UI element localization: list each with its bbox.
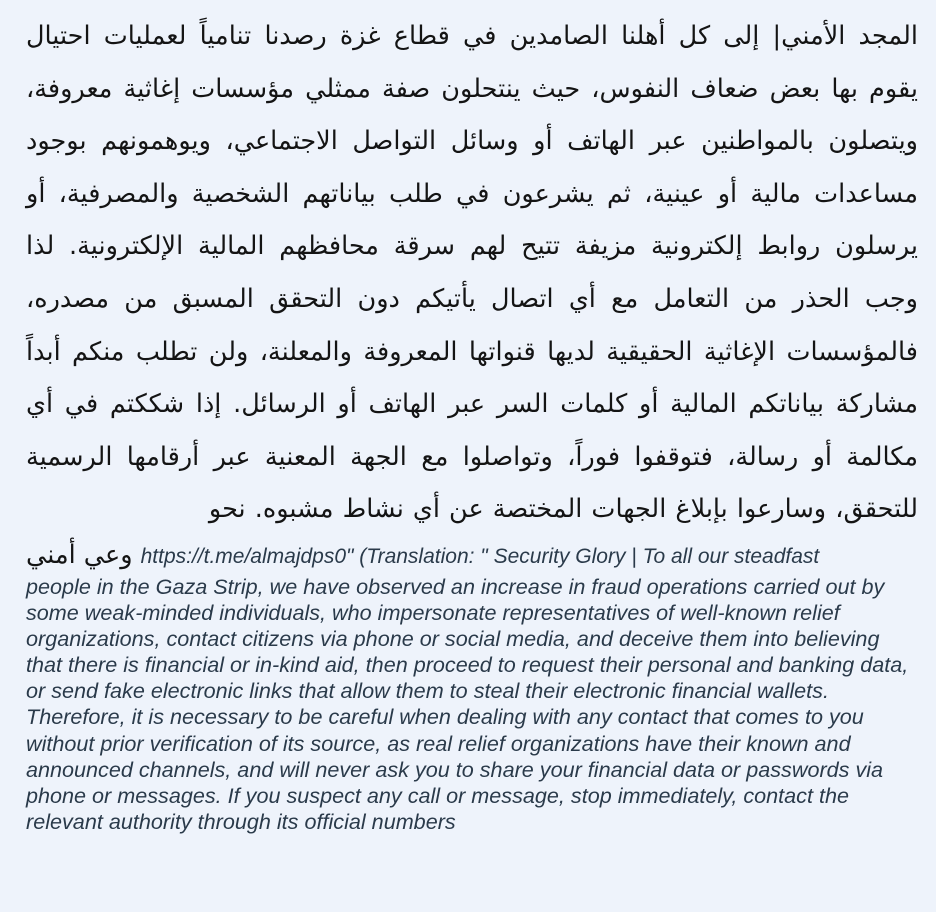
arabic-tail-text: وعي أمني (26, 539, 133, 570)
arabic-paragraph-text: المجد الأمني| إلى كل أهلنا الصامدين في قطاع غزة رصدنا تنامياً لعمليات احتيال يقوم بها بعض ضعاف النفوس، حيث ينتحلون صفة ممثلي مؤسسات إغاثية معروفة، ويتصلون بالمواطنين عبر الهاتف أو وسائل التواصل الاجتماعي، ويوهمونهم بوجود مساعدات مالية أو عينية، ثم يشرعون في طلب بياناتهم الشخصية والمصرفية، أو يرسلون روابط إلكترونية مزيفة تتيح لهم سرقة محافظهم المالية الإلكترونية. لذا وجب الحذر من التعامل مع أي اتصال يأتيكم دون التحقق المسبق من مصدره، فالمؤسسات الإغاثية الحقيقية لديها قنواتها المعروفة والمعلنة، ولن تطلب منكم أبداً مشاركة بياناتكم المالية أو كلمات السر عبر الهاتف أو الرسائل. إذا شككتم في أي مكالمة أو رسالة، فتوقفوا فوراً، وتواصلوا مع الجهة المعنية عبر أرقامها الرسمية للتحقق، وسارعوا بإبلاغ الجهات المختصة عن أي نشاط مشبوه. نحو (26, 21, 918, 525)
document-body (26, 10, 918, 835)
arabic-paragraph (26, 10, 918, 536)
english-translation-paragraph: people in the Gaza Strip, we have observed an increase in fraud operations carried out by some weak-minded individuals, who impersonate representatives of well-known relief organizations, contact citizens via phone or social media, and deceive them into believing that there is financial or in-kind aid, then proceed to request their personal and banking data, or send fake electronic links that allow them to steal their electronic financial wallets. Therefore, it is necessary to be careful when dealing with any contact that comes to you without prior verification of its source, as real relief organizations have their known and announced channels, and will never ask you to share your financial data or passwords via phone or messages. If you suspect any call or message, stop immediately, contact the relevant authority through its official numbers (26, 573, 909, 834)
english-head-text: https://t.me/almajdps0" (Translation: " Security Glory | To all our steadfast (140, 544, 820, 568)
mixed-line (26, 536, 918, 574)
